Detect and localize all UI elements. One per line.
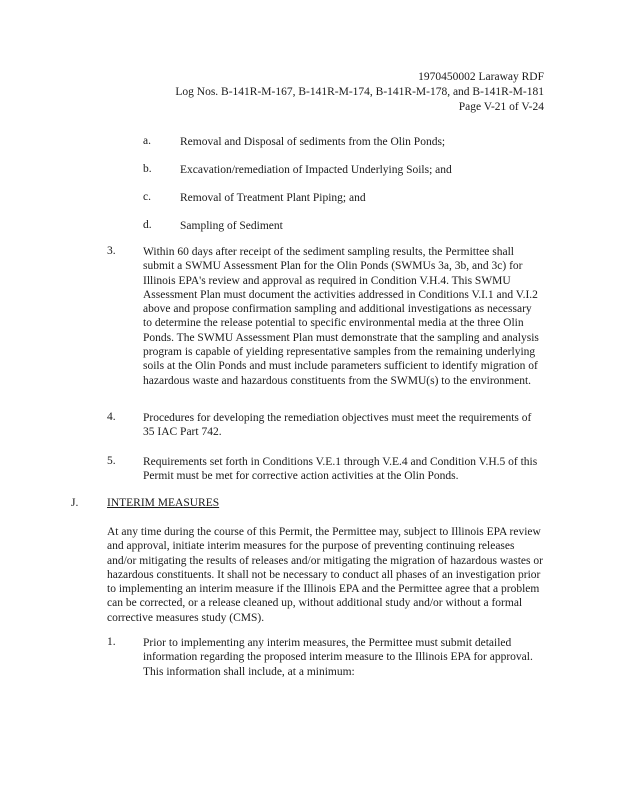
header-id-line: 1970450002 Laraway RDF xyxy=(418,71,544,83)
item-text-5: Requirements set forth in Conditions V.E.1 through V.E.4 and Condition V.H.5 of this Permit must be met for corrective action activities at the Olin Ponds. xyxy=(143,456,538,483)
sublist-label-c: c. xyxy=(143,191,151,203)
section-heading: INTERIM MEASURES xyxy=(107,497,220,509)
header-log-numbers: Log Nos. B-141R-M-167, B-141R-M-174, B-141R-M-178, and B-141R-M-181 xyxy=(175,86,544,98)
section-item-number-1: 1. xyxy=(107,636,116,648)
sublist-text-a: Removal and Disposal of sediments from the Olin Ponds; xyxy=(180,136,446,148)
sublist-text-c: Removal of Treatment Plant Piping; and xyxy=(180,192,366,204)
header-page-number: Page V-21 of V-24 xyxy=(458,101,544,113)
page-header xyxy=(175,70,544,115)
item-text-3: Within 60 days after receipt of the sediment sampling results, the Permittee shall submit a SWMU Assessment Plan for the Olin Ponds (SWMUs 3a, 3b, and 3c) for Illinois EPA's review and approval as required in Condition V.H.4. This SWMU Assessment Plan must document the activities addressed in Conditions V.I.1 and V.I.2 above and propose confirmation sampling and additional investigations as necessary to determine the release potential to specific environmental media at the three Olin Ponds. The SWMU Assessment Plan must demonstrate that the sampling and analysis program is capable of yielding representative samples from the remaining underlying soils at the Olin Ponds and must include parameters sufficient to identify migration of hazardous waste and hazardous constituents from the SWMU(s) to the environment. xyxy=(143,246,539,387)
section-letter: J. xyxy=(71,497,79,509)
section-intro-paragraph: At any time during the course of this Permit, the Permittee may, subject to Illinois EPA review and approval, initiate interim measures for the purpose of preventing continuing releases and/or mitigating the results of releases and/or mitigating the migration of hazardous wastes or hazardous constituents. It shall not be necessary to conduct all phases of an investigation prior to implementing an interim measure if the Illinois EPA and the Permittee agree that a problem can be corrected, or a release cleaned up, without additional study and/or without a formal corrective measures study (CMS). xyxy=(107,526,543,624)
section-item-text-1: Prior to implementing any interim measures, the Permittee must submit detailed information regarding the proposed interim measure to the Illinois EPA for approval. This information shall include, at a minimum: xyxy=(143,637,533,678)
sublist-label-d: d. xyxy=(143,219,152,231)
sublist-label-a: a. xyxy=(143,135,151,147)
sublist-label-b: b. xyxy=(143,163,152,175)
sublist-text-d: Sampling of Sediment xyxy=(180,220,283,232)
item-number-4: 4. xyxy=(107,411,116,423)
item-text-4: Procedures for developing the remediation objectives must meet the requirements of 35 IAC Part 742. xyxy=(143,412,532,439)
sublist-text-b: Excavation/remediation of Impacted Underlying Soils; and xyxy=(180,164,452,176)
item-number-5: 5. xyxy=(107,455,116,467)
item-number-3: 3. xyxy=(107,245,116,257)
